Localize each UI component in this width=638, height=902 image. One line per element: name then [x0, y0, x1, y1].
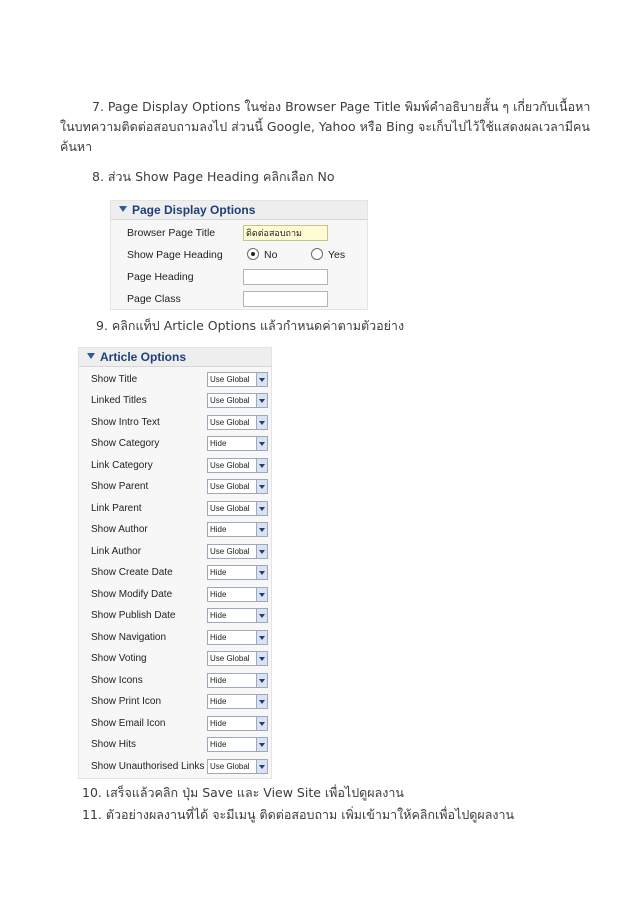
option-select-value: Use Global: [210, 396, 250, 405]
chevron-down-icon[interactable]: [256, 437, 267, 450]
browser-page-title-label: Browser Page Title: [127, 227, 216, 239]
option-select-value: Hide: [210, 675, 227, 685]
chevron-down-icon[interactable]: [256, 652, 267, 665]
option-select[interactable]: [207, 608, 268, 623]
option-row: [79, 434, 271, 456]
option-select-value: Use Global: [210, 546, 250, 556]
option-select[interactable]: [207, 673, 268, 688]
chevron-down-icon[interactable]: [256, 588, 267, 601]
option-select[interactable]: [207, 436, 268, 451]
option-row: [79, 692, 271, 714]
option-label: Show Author: [91, 524, 148, 535]
option-select[interactable]: [207, 544, 268, 559]
show-page-heading-label: Show Page Heading: [127, 249, 223, 261]
option-row: [79, 606, 271, 628]
option-select-value: Hide: [210, 589, 227, 599]
option-row: [79, 499, 271, 521]
chevron-down-icon[interactable]: [256, 480, 267, 493]
option-row: [79, 563, 271, 585]
page-heading-input[interactable]: [243, 269, 328, 285]
option-select-value: Hide: [210, 718, 227, 728]
option-select-value: Hide: [210, 740, 227, 749]
browser-page-title-row: [111, 223, 367, 245]
option-label: Show Email Icon: [91, 717, 166, 729]
page-display-options-header[interactable]: [111, 201, 367, 220]
option-row: [79, 735, 271, 757]
option-row: [79, 542, 271, 564]
chevron-down-icon[interactable]: [256, 717, 267, 730]
chevron-down-icon[interactable]: [256, 631, 267, 644]
option-select[interactable]: [207, 501, 268, 516]
option-select-value: Hide: [210, 525, 227, 534]
option-label: Linked Titles: [91, 395, 147, 406]
option-select-value: Hide: [210, 697, 227, 706]
page-class-row: [111, 289, 367, 311]
option-select-value: Use Global: [210, 482, 250, 491]
option-label: Show Print Icon: [91, 696, 162, 707]
option-row: [79, 714, 271, 736]
option-label: Show Intro Text: [91, 416, 160, 428]
option-select-value: Hide: [210, 632, 227, 642]
yes-radio-label: Yes: [328, 249, 346, 261]
chevron-down-icon[interactable]: [256, 373, 267, 386]
option-select[interactable]: [207, 522, 268, 537]
option-label: Show Publish Date: [91, 610, 176, 621]
chevron-down-icon[interactable]: [256, 416, 267, 429]
option-select[interactable]: [207, 458, 268, 473]
chevron-down-icon[interactable]: [256, 459, 267, 472]
option-row: [79, 520, 271, 542]
option-row: [79, 456, 271, 478]
option-select[interactable]: [207, 565, 268, 580]
option-row: [79, 391, 271, 413]
option-row: [79, 671, 271, 693]
option-label: Link Author: [91, 545, 142, 557]
option-label: Show Category: [91, 438, 160, 449]
option-row: [79, 585, 271, 607]
step-11-text: 11. ตัวอย่างผลงานที่ได้ จะมีเมนู ติดต่อสอบถาม เพิ่มเข้ามาให้คลิกเพื่อไปดูผลงาน: [82, 807, 515, 822]
yes-radio[interactable]: [311, 248, 323, 260]
chevron-down-icon[interactable]: [256, 566, 267, 579]
page-display-options-panel: [110, 200, 368, 310]
no-radio-label: No: [264, 249, 278, 261]
article-options-header[interactable]: [79, 348, 271, 367]
option-label: Show Hits: [91, 739, 137, 750]
option-select[interactable]: [207, 737, 268, 752]
option-row: [79, 370, 271, 392]
option-select-value: Use Global: [210, 761, 250, 771]
chevron-down-icon[interactable]: [256, 760, 267, 773]
option-select[interactable]: [207, 759, 268, 774]
browser-page-title-input[interactable]: ติดต่อสอบถาม: [243, 225, 328, 241]
option-select[interactable]: [207, 716, 268, 731]
chevron-down-icon[interactable]: [256, 674, 267, 687]
show-page-heading-row: [111, 245, 367, 267]
option-select[interactable]: [207, 587, 268, 602]
step-10-text: 10. เสร็จแล้วคลิก ปุ่ม Save และ View Site เพื่อไปดูผลงาน: [82, 785, 404, 800]
page-display-options-title: Page Display Options: [132, 203, 256, 217]
option-label: Show Navigation: [91, 631, 167, 643]
option-select-value: Use Global: [210, 417, 250, 427]
option-row: [79, 628, 271, 650]
no-radio[interactable]: [247, 248, 259, 260]
option-label: Show Icons: [91, 674, 143, 686]
option-label: Show Unauthorised Links: [91, 760, 205, 772]
page-class-input[interactable]: [243, 291, 328, 307]
triangle-down-icon: [119, 206, 127, 212]
chevron-down-icon[interactable]: [256, 545, 267, 558]
option-select-value: Hide: [210, 611, 227, 620]
option-select[interactable]: [207, 415, 268, 430]
option-row: [79, 649, 271, 671]
option-select[interactable]: [207, 393, 268, 408]
option-label: Show Voting: [91, 653, 147, 664]
option-select-value: Use Global: [210, 503, 250, 513]
option-row: [79, 413, 271, 435]
option-select[interactable]: [207, 372, 268, 387]
article-options-title: Article Options: [100, 350, 187, 364]
option-row: [79, 757, 271, 779]
chevron-down-icon[interactable]: [256, 394, 267, 407]
article-options-panel: [78, 347, 272, 779]
page-heading-row: [111, 267, 367, 289]
page-heading-label: Page Heading: [127, 271, 194, 283]
option-label: Link Parent: [91, 502, 142, 514]
option-select[interactable]: [207, 479, 268, 494]
step-8-text: 8. ส่วน Show Page Heading คลิกเลือก No: [92, 169, 335, 184]
chevron-down-icon[interactable]: [256, 502, 267, 515]
option-select-value: Use Global: [210, 460, 250, 470]
option-label: Show Parent: [91, 481, 149, 492]
option-select-value: Use Global: [210, 374, 250, 384]
chevron-down-icon[interactable]: [256, 738, 267, 751]
page-class-label: Page Class: [127, 293, 181, 305]
option-select-value: Hide: [210, 568, 227, 577]
chevron-down-icon[interactable]: [256, 695, 267, 708]
option-label: Show Modify Date: [91, 588, 173, 600]
option-label: Show Title: [91, 373, 138, 385]
option-row: [79, 477, 271, 499]
step-9-text: 9. คลิกแท็ป Article Options แล้วกำหนดค่าตามตัวอย่าง: [96, 318, 405, 333]
option-label: Link Category: [91, 459, 153, 471]
chevron-down-icon[interactable]: [256, 609, 267, 622]
chevron-down-icon[interactable]: [256, 523, 267, 536]
option-select[interactable]: [207, 630, 268, 645]
option-select[interactable]: [207, 694, 268, 709]
triangle-down-icon: [87, 353, 95, 359]
option-select-value: Use Global: [210, 654, 250, 663]
option-select[interactable]: [207, 651, 268, 666]
option-select-value: Hide: [210, 439, 227, 448]
option-label: Show Create Date: [91, 567, 173, 578]
step-7-text: 7. Page Display Options ในช่อง Browser Page Title พิมพ์คำอธิบายสั้น ๆ เกี่ยวกับเนื้อหาในบทความติดต่อสอบถามลงไป ส่วนนี้ Google, Yahoo หรือ Bing จะเก็บไปไว้ใช้แสดงผลเวลามีคนค้นหา: [60, 99, 591, 154]
